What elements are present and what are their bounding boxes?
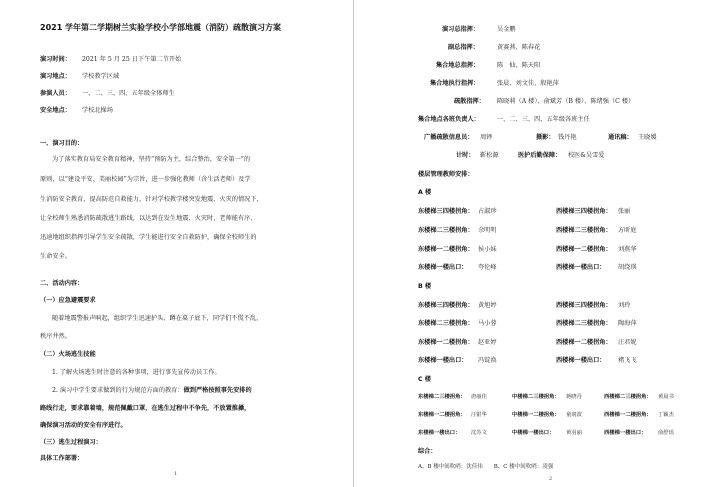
role-label: 副总指挥： xyxy=(448,44,479,51)
comms-label: 通讯稿： xyxy=(608,134,633,141)
medical-value: 校医&吴雪爱 xyxy=(568,152,605,159)
duty-location: 东楼梯二三楼拐角： xyxy=(418,320,474,327)
duty-location: 东楼梯一楼出口： xyxy=(418,430,461,436)
info-label-safe-place: 安全地点： xyxy=(40,107,71,114)
role-label: 集合地总指挥： xyxy=(436,62,480,69)
duty-location: 东楼梯二三楼拐角： xyxy=(418,227,474,234)
duty-teacher: 俞舒瑶 xyxy=(658,430,674,436)
duty-teacher: 方昕庭 xyxy=(618,227,637,234)
role-label: 集合地点各班负责人： xyxy=(418,116,480,123)
role-label: 演习总指挥： xyxy=(442,26,480,33)
medical-label: 医护后勤保障： xyxy=(518,152,562,159)
purpose-line: 为了落实教育局安全教育精神，坚持“预防为主，综合整治，安全第一”的 xyxy=(52,156,251,163)
duty-teacher: 蒋晓丹 xyxy=(566,394,582,400)
duty-location: 西楼梯三四楼拐角： xyxy=(556,302,612,309)
info-label-participants: 参演人员： xyxy=(40,90,71,97)
document-title: 2021 学年第二学期树兰实验学校小学部地震（消防）疏散演习方案 xyxy=(40,23,282,32)
duty-teacher: 褚飞飞 xyxy=(618,357,637,364)
subsection-heading-earthquake: （一）应急避震要求 xyxy=(40,297,96,304)
duty-location: 中楼梯一楼出口： xyxy=(512,430,555,436)
role-value: 一、二、三、四、五年级各班主任 xyxy=(497,116,590,123)
timer-label: 计时： xyxy=(456,152,475,159)
purpose-line: 生消防安全教育，提高防范自救能力，针对学校教学楼突发地震、火灾的情况下， xyxy=(40,196,263,203)
work-steps-heading: 具体工作部署： xyxy=(40,455,84,462)
fire-item-2-normal: 2. 演习中学生要求做到的行为规范方面的教育： xyxy=(52,387,184,394)
duty-location: 东楼梯一楼出口： xyxy=(418,264,468,271)
duty-teacher: 丁颖杰 xyxy=(658,412,674,418)
duty-teacher: 汪银华 xyxy=(471,412,487,418)
purpose-line: 让全校师生熟悉消防疏散逃生路线，以达到在发生地震、火灾时，老师能有序、 xyxy=(40,215,257,222)
duty-teacher: 张丽 xyxy=(618,208,631,215)
document-page-2 xyxy=(354,0,707,487)
fire-item-2-bold-line: 确保演习活动的安全有序进行。 xyxy=(40,422,127,429)
fire-item-2-bold-line: 路线行走，要求靠着墙，规范佩戴口罩，在逃生过程中不争先，不放置推搡， xyxy=(40,405,251,412)
building-a-heading: A 楼 xyxy=(418,189,432,196)
duty-teacher: 马小蓉 xyxy=(478,320,497,327)
role-value: 吴金鹏 xyxy=(497,26,516,33)
duty-location: 东楼梯二三楼拐角： xyxy=(418,394,466,400)
earthquake-line: 随着地震警报声响起，组织学生迅速护头、蹲在桌子底下，同学们不慌不乱， xyxy=(52,315,263,322)
broadcast-value: 周铎 xyxy=(480,134,493,141)
duty-teacher: 刘玲 xyxy=(618,302,631,309)
duty-location: 东楼梯一二楼拐角： xyxy=(418,412,466,418)
duty-location: 西楼梯一楼出口： xyxy=(556,264,606,271)
comms-value: 王晓媛 xyxy=(638,134,657,141)
duty-location: 东楼梯三四楼拐角： xyxy=(418,302,474,309)
duty-location: 西楼梯二三楼拐角： xyxy=(556,227,612,234)
info-label-place: 演习地点： xyxy=(40,73,71,80)
duty-teacher: 余明明 xyxy=(478,227,497,234)
duty-teacher: 陶海萍 xyxy=(618,320,637,327)
broadcast-label: 广播疏散信息员： xyxy=(424,134,474,141)
info-value-participants: 一、二、三、四、五年级全体师生 xyxy=(82,90,175,97)
duty-location: 西楼梯一楼出口： xyxy=(556,357,606,364)
duty-location: 西楼梯二三楼拐角： xyxy=(556,320,612,327)
duty-teacher: 沈苏文 xyxy=(471,430,487,436)
info-label-time: 演习时间： xyxy=(40,56,71,63)
duty-teacher: 黄羽丽 xyxy=(566,430,582,436)
info-value-place: 学校教学区域 xyxy=(82,73,120,80)
duty-teacher: 黄旭婷 xyxy=(478,302,497,309)
duty-location: 东楼梯一二楼拐角： xyxy=(418,339,474,346)
duty-location: 东楼梯一楼出口： xyxy=(418,357,468,364)
role-value: 黄赛燕、陈春花 xyxy=(497,44,541,51)
building-b-heading: B 楼 xyxy=(418,283,432,290)
floor-management-heading: 楼层管理教师安排： xyxy=(418,171,474,178)
duty-location: 中楼梯二三楼拐角： xyxy=(512,394,560,400)
duty-teacher: 童润波 xyxy=(566,412,582,418)
duty-location: 西楼梯一楼出口： xyxy=(604,430,647,436)
role-label: 集合地执行指挥： xyxy=(430,80,480,87)
duty-teacher: 冯锭涣 xyxy=(478,357,497,364)
role-value: 张晨、刘文佳、殷艳萍 xyxy=(497,80,559,87)
duty-teacher: 占淑珍 xyxy=(478,208,497,215)
camera-value: 钱丹艳 xyxy=(558,134,577,141)
camera-label: 摄影： xyxy=(536,134,555,141)
duty-location: 中楼梯一二楼拐角： xyxy=(512,412,560,418)
purpose-line: 迅速地组织指挥引导学生安全疏散，学生能进行安全自救防护，确保全校师生的 xyxy=(40,234,257,241)
role-label: 疏散指挥： xyxy=(454,98,485,105)
section-heading-content: 二、活动内容： xyxy=(40,280,84,287)
duty-teacher: 唐丽佳 xyxy=(471,394,487,400)
duty-teacher: 刘燕华 xyxy=(618,246,637,253)
document-page-1 xyxy=(0,0,353,487)
duty-location: 西楼梯一二楼拐角： xyxy=(604,412,652,418)
building-c-heading: C 楼 xyxy=(418,376,431,383)
duty-location: 西楼梯一二楼拐角： xyxy=(556,246,612,253)
section-heading-purpose: 一、演习目的： xyxy=(40,140,84,147)
fire-item-1: 1. 了解火场逃生时注意的各种事项，进行事先宣传动员工作。 xyxy=(52,369,221,376)
duty-location: 东楼梯一二楼拐角： xyxy=(418,246,474,253)
duty-location: 西楼梯三四楼拐角： xyxy=(556,208,612,215)
fire-item-2-bold: 做到严格按照事先安排的 xyxy=(183,387,252,394)
duty-teacher: 赵亚婷 xyxy=(478,339,497,346)
timer-value: 靳松源 xyxy=(480,152,499,159)
purpose-line: 生命安全。 xyxy=(40,253,71,260)
page-number: 1 xyxy=(174,471,178,477)
duty-teacher: 黄晨书 xyxy=(658,394,674,400)
duty-location: 西楼梯一二楼拐角： xyxy=(556,339,612,346)
role-value: 陈晓莉（A 楼）、俞斌芳（B 楼）、陈绪强（C 楼） xyxy=(497,98,635,105)
purpose-line: 原则，以“建设平安、美丽校园”为宗旨，进一步强化教师（含生活老师）及学 xyxy=(40,176,251,183)
earthquake-line: 秩序井然。 xyxy=(40,333,71,340)
subsection-heading-fire: （二）火场逃生技能 xyxy=(40,351,96,358)
general-text: A、B 楼中间吹哨：沈佳伟 B、C 楼中间吹哨：凌强 xyxy=(418,464,554,470)
page-number: 2 xyxy=(549,476,553,482)
duty-teacher: 胡绕瑛 xyxy=(618,264,637,271)
role-value: 陈 仙、陈天阳 xyxy=(497,62,541,69)
duty-teacher: 汪君妮 xyxy=(618,339,637,346)
info-value-time: 2021 年 5 月 25 日下午第二节开始 xyxy=(82,56,182,63)
subsection-heading-drill: （三）逃生过程演习： xyxy=(40,439,102,446)
duty-teacher: 侯小妹 xyxy=(478,246,497,253)
duty-teacher: 夸伦峰 xyxy=(478,264,497,271)
duty-location: 西楼梯二三楼拐角： xyxy=(604,394,652,400)
general-heading: 综合： xyxy=(418,448,437,455)
info-value-safe-place: 学校北操场 xyxy=(82,107,113,114)
duty-location: 东楼梯三四楼拐角： xyxy=(418,208,474,215)
fire-item-2 xyxy=(52,388,252,394)
